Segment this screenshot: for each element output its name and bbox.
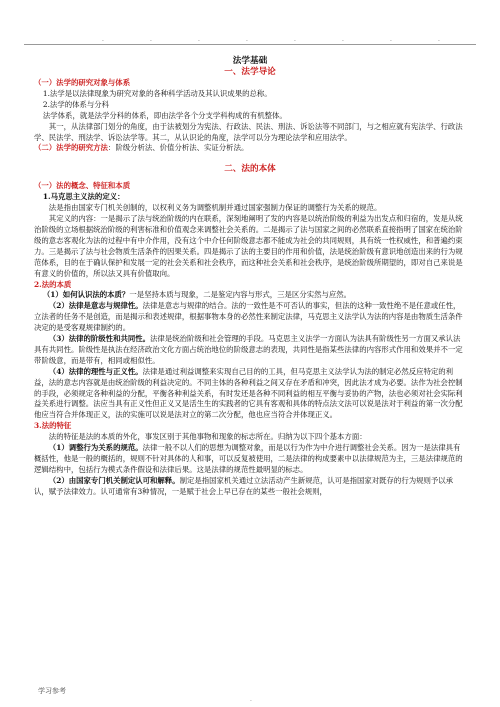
header-rule [24, 44, 476, 45]
paragraph [34, 301, 466, 334]
part1-heading: 一、法学导论 [224, 67, 276, 77]
paragraph: 法的特征是法的本质的外化，事发区别于其他事物和现象的标志所在。归纳为以下四个基本方面： [48, 432, 367, 442]
item-label: （3）法律的阶级性和共同性。 [48, 334, 151, 344]
paragraph: 法是指由国家专门机关创制的，以权利义务为调整机制并通过国家强制力保证的调整行为关系的规范。 [48, 203, 382, 213]
subsection-heading: 3.法的特征 [34, 421, 72, 431]
document-body [34, 56, 466, 498]
item-label: （2）由国家专门机关制定认可和解释。 [48, 475, 180, 485]
document-title: 法学基础 [232, 56, 268, 66]
section-heading: （一）法的概念、特征和本质 [34, 181, 131, 191]
paragraph [34, 334, 466, 367]
item-label: （4）法律的理性与正义性。 [48, 366, 143, 376]
paragraph: 法学体系，就是法学分科的体系，即由法学各个分支学科构成的有机整体。 [42, 110, 287, 120]
item-label: （2）法律是意志与规律性。 [48, 301, 143, 311]
item-text: 法律是意志与规律的结合。法的一致性是不可否认的事实，但法的这种一致性绝不是任意或任性，立法者的任务不是创造，而是揭示和表述规律，根据事物本身的必然性来制定法律，马克思主义法学认为法的内容是由物质生活条件决定的是受客观规律制约的。 [34, 301, 463, 333]
footer-decoration: · [250, 698, 252, 705]
paragraph [34, 367, 466, 422]
paragraph [34, 476, 466, 498]
section-heading: （二）法学的研究方法 [34, 143, 108, 153]
item-text: 法律是通过利益调整来实现自己目的的工具，但马克思主义法学认为法的制定必然反应特定的利益，法的意志内容就是由统治阶级的利益决定的。不同主体的各种利益之间又存在矛盾和冲突，因此法才成为必要。法作为社会控制的手段，必须规定各种利益的分配，平衡各种利益关系，有时发还是各种不同利益的相互平衡与妥协的产物，法也必须对社会实际利益关系进行调整。法应当具有正义性但正义又是活生生的实践者的它具有客观和具体的特点法文法可以说是法对于利益的第一次分配他应当符合并体现正义，法的实施可以说是法对立的第二次分配，他也应当符合并体现正义。 [34, 366, 463, 420]
inline-text: ：阶级分析法、价值分析法、实证分析法。 [107, 143, 249, 153]
paragraph [34, 290, 466, 301]
item-text: 制定是指国家机关通过立法活动产生新规范，认可是指国家对既存的行为规则予以承认，赋予法律效力。认可通常有3种情况，一是赋于社会上早已存在的某些一般社会规则， [34, 475, 454, 496]
item-text: 法律是统治阶级和社会管理的手段。马克思主义法学一方面认为法具有阶级性另一方面又承认法具有共同性。阶级性是执法在经济政治文化方面占统治地位的阶级意志的表现，共同性是指某些法律的内容形式作用和效果并不一定带阶级意，而是带有，相同或相似性。 [34, 334, 463, 365]
paragraph: 2.法学的体系与分科 [42, 99, 110, 109]
section-heading: （一）法学的研究对象与体系 [34, 78, 131, 87]
paragraph: 1.法学是以法律现象为研究对象的各种科学活动及其认识成果的总称。 [42, 88, 272, 98]
paragraph [34, 143, 466, 154]
subsection-heading: 2.法的本质 [34, 279, 72, 289]
item-text: 法律一般不以人们的思想为调整对象，而是以行为作为中介进行调整社会关系。因为一是法律具有概括性，他是一般的概括的，规则不针对具体的人和事，可以反复被使用，二是法律的构成要素中以法律规范为主，三是法律规范的逻辑结构中，包括行为模式条件假设和法律后果。这是法律的规范性最明显的标志。 [34, 443, 463, 474]
item-label: （1）如何认识法的本质？ [42, 290, 130, 300]
paragraph [34, 443, 466, 476]
item-label: （1）调整行为关系的规范。 [48, 443, 143, 453]
paragraph: 其一，从法律部门划分的角度，由于法被划分为宪法、行政法、民法、刑法、诉讼法等不同部门，与之相应就有宪法学、行政法学、民法学、刑法学、诉讼法学等。其二，从认识论的角度，法学可以分为理论法学和应用法学。 [34, 121, 463, 142]
subsection-heading: 1.马克思主义法的定义： [42, 192, 125, 202]
paragraph: 其定义的内容：一是揭示了法与统治阶级的内在联系，深刻地阐明了发的内容是以统治阶级的利益为出发点和归宿的，发是从统治阶级的立场根据统治阶级的利害标准和价值观念来调整社会关系的。二是揭示了法与国家之间的必然联系直接指明了国家在统治阶级的意志客观化为法的过程中有中介作用，没有这个中介任何阶级意志都不能成为社会的共同规则，具有统一性权威性，和普遍约束力。三是揭示了法与社会物质生活条件的因果关系。四是揭示了法的主要目的作用和价值，法是统治阶级有意识地创造出来的行为规范体系，目的在于确认保护和发展一定的社会关系和社会秩序，而这种社会关系和社会秩序，是统治阶级所期望的，即对自己来说是有意义的价值的，所以法又具有价值取向。 [34, 214, 463, 278]
item-text: 一是坚持本质与现象，二是鉴定内容与形式，三是区分实然与应然。 [129, 290, 352, 300]
document-page: · · · · · · · · 法学基础 一、法学导论 （一）法学的研究对象与体系 1.法学是以法律现象为研究对象的各种科学活动及其认识成果的总称。 2.法学的体系与分科 法学体系，就是法学分科的体系，即由法学各个分支学科构成的有机整体。 其一，从法律部门划分的角度，由于法被划分为宪法、行政法、民法、刑法、诉讼法等不同部门，与之相应就有宪法学、行政法学、民法学、刑法学、诉讼法学等。其二，从认识论的角度，法学可以分为理论法学和应用法学。 （二）法学的研究方法：阶级分析法、价值分析法、实证分析法。 二、法的本体 （一）法的概念、特征和本质 1.马克思主义法的定义： 法是指由国家专门机关创制的，以权利义务为调整机制并通过国家强制力保证的调整行为关系的规范。 其定义的内容：一是揭示了法与统治阶级的内在联系，深刻地阐明了发的内容是以统治阶级的利益为出发点和归宿的，发是从统治阶级的立场根据统治阶级的利害标准和价值观念来调整社会关系的。二是揭示了法与国家之间的必然联系直接指明了国家在统治阶级的意志客观化为法的过程中有中介作用，没有这个中介任何阶级意志都不能成为社会的共同规则，具有统一性权威性，和普遍约束力。三是揭示了法与社会物质生活条件的因果关系。四是揭示了法的主要目的作用和价值，法是统治阶级有意识地创造出来的行为规范体系，目的在于确认保护和发展一定的社会关系和社会秩序，而这种社会关系和社会秩序，是统治阶级所期望的，即对自己来说是有意义的价值的，所以法又具有价值取向。 2.法的本质 （1）如何认识法的本质？一是坚持本质与现象，二是鉴定内容与形式，三是区分实然与应然。 （2）法律是意志与规律性。法律是意志与规律的结合。法的一致性是不可否认的事实，但法的这种一致性绝不是任意或任性，立法者的任务不是创造，而是揭示和表述规律，根据事物本身的必然性来制定法律，马克思主义法学认为法的内容是由物质生活条件决定的是受客观规律制约的。 （3）法律的阶级性和共同性。法律是统治阶级和社会管理的手段。马克思主义法学一方面认为法具有阶级性另一方面又承认法具有共同性。阶级性是执法在经济政治文化方面占统治地位的阶级意志的表现，共同性是指某些法律的内容形式作用和效果并不一定带阶级意，而是带有，相同或相似性。 （4）法律的理性与正义性。法律是通过利益调整来实现自己目的的工具，但马克思主义法学认为法的制定必然反应特定的利益，法的意志内容就是由统治阶级的利益决定的。不同主体的各种利益之间又存在矛盾和冲突，因此法才成为必要。法作为社会控制的手段，必须规定各种利益的分配，平衡各种利益关系，有时发还是各种不同利益的相互平衡与妥协的产物，法也必须对社会实际利益关系进行调整。法应当具有正义性但正义又是活生生的实践者的它具有客观和具体的特点法文法可以说是法对于利益的第一次分配他应当符合并体现正义，法的实施可以说是法对立的第二次分配，他也应当符合并体现正义。 3.法的特征 法的特征是法的本质的外化，事发区别于其他事物和现象的标志所在。归纳为以下四个基本方面： （1）调整行为关系的规范。法律一般不以人们的思想为调整对象，而是以行为作为中介进行调整社会关系。因为一是法律具有概括性，他是一般的概括的，规则不针对具体的人和事，可以反复被使用，二是法律的构成要素中以法律规范为主，三是法律规范的逻辑结构中，包括行为模式条件假设和法律后果。这是法律的规范性最明显的标志。 （2）由国家专门机关制定认可和解释。制定是指国家机关通过立法活动产生新规范，认可是指国家对既存的行为规则予以承认，赋予法律效力。认可通常有3种情况，一是赋于社会上早已存在的某些一般社会规则， 学习参考 · [0, 0, 500, 707]
part2-heading: 二、法的本体 [224, 164, 276, 175]
page-footer: 学习参考 [38, 687, 66, 695]
